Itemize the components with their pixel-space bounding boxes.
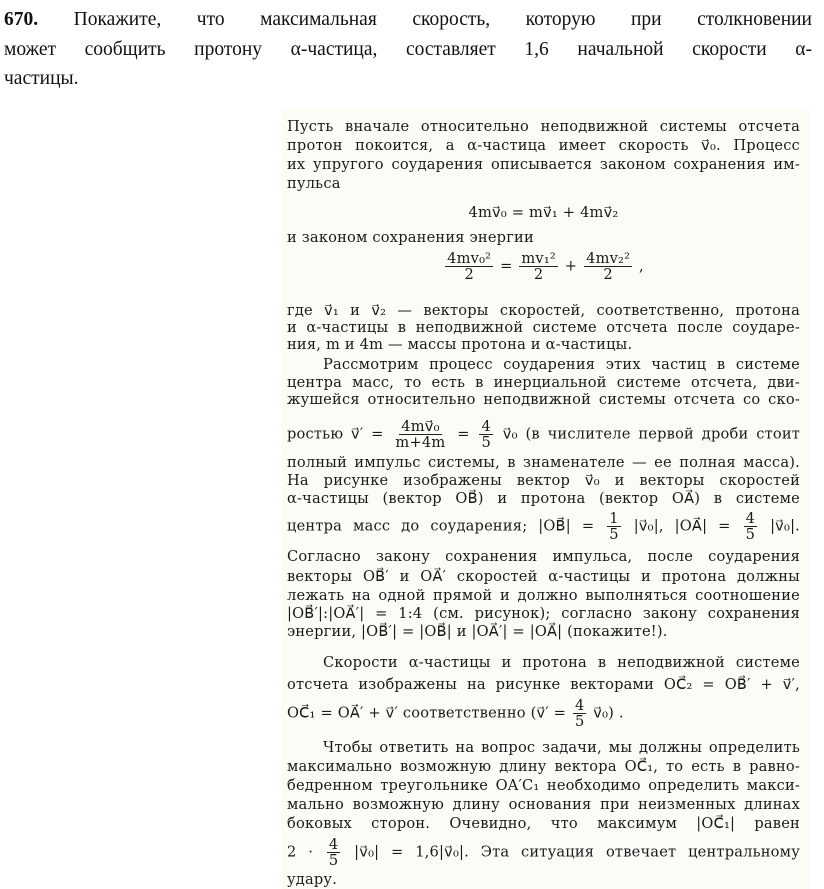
solution-line [287,251,800,282]
text-run: v⃗₀) . [593,704,624,721]
problem-line: может сообщить протону α-частица, составляет 1,6 начальной скорости α- [4,39,812,60]
solution-line [287,837,800,868]
solution-line [287,654,800,672]
fraction-denominator: 2 [603,265,613,283]
solution-line [287,391,800,409]
solution-line [287,796,800,814]
fraction-numerator: 4mv₂² [586,249,631,267]
fraction [393,419,447,450]
fraction-numerator: 1 [609,509,619,527]
fraction-numerator: 4 [481,417,491,435]
solution-line [287,490,800,508]
solution-line [287,175,800,193]
fraction [584,251,632,282]
solution-line [287,118,800,136]
text-run: и законом сохранения энергии [287,229,534,246]
fraction-denominator: 5 [609,525,619,543]
solution-line [287,374,800,392]
text-run: |OB⃗′|:|OA⃗′| = 1:4 (см. рисунок); согласно закону сохранения [287,605,800,622]
text-run: На рисунке изображены вектор v⃗₀ и векторы скоростей [287,472,800,489]
text-run: энергии, |OB⃗′| = |OB⃗| и |OA⃗′| = |OA⃗| (покажите!). [287,623,668,640]
fraction-numerator: 4 [745,509,756,527]
fraction-denominator: 2 [533,265,544,283]
solution-line [287,511,800,542]
text-run: отсчета изображены на рисунке векторами OC⃗₂ = OB⃗′ + v⃗′, [287,676,800,693]
problem-line [4,8,812,32]
solution-line [287,302,800,320]
fraction-denominator: m+4m [395,433,446,451]
text-run: Пусть вначале относительно неподвижной системы отсчета [287,118,800,135]
text-run: где v⃗₁ и v⃗₂ — векторы скоростей, соответственно, протона [287,302,800,319]
solution-line [287,137,800,155]
solution-line [287,356,800,374]
solution-line [287,204,800,222]
fraction-denominator: 5 [745,525,756,543]
solution-line [287,319,800,337]
text-run: лежать на одной прямой и должно выполняться соотношение [287,587,800,604]
fraction [744,511,758,542]
fraction-denominator: 5 [328,851,339,869]
text-run: Согласно закону сохранения импульса, после соударения [287,548,800,565]
text-run: жушейся относительно неподвижной системы отсчета со ско- [287,391,800,408]
text-run: векторы OB⃗′ и OA⃗′ скоростей α-частицы и протона должны [287,568,800,585]
solution-line [287,568,800,586]
solution-line [287,623,800,641]
solution-line [287,676,800,694]
text-run: ростью v⃗′ = [287,425,384,442]
fraction [607,511,621,542]
solution-line [287,698,800,729]
text-run: и α-частицы в неподвижной системе отсчета после соударе- [287,319,800,336]
text-run: α-частицы (вектор OB⃗) и протона (вектор OA⃗) в системе [287,490,800,507]
text-run: ния, m и 4m — массы протона и α-частицы. [287,336,633,353]
fraction-numerator: 4mv₀² [447,249,492,267]
solution-line [287,739,800,757]
text-run: максимально возможную длину вектора OC⃗₁, то есть в равно- [287,758,800,775]
problem-line: частицы. [4,68,79,89]
solution-line [287,777,800,795]
fraction [479,419,493,450]
solution-line [287,419,800,450]
solution-line [287,336,800,354]
text-run: центра масс, то есть в инерциальной системе отсчета, дви- [287,374,800,391]
fraction [519,251,558,282]
solution-line [287,156,800,174]
solution-line [287,454,800,472]
text-run: OC⃗₁ = OA⃗′ + v⃗′ соответственно (v⃗′ = [287,704,567,721]
text-run: |v⃗₀|. [770,517,801,534]
problem-number: 670. [4,9,39,30]
fraction-denominator: 5 [574,712,585,730]
solution-line [287,587,800,605]
fraction-numerator: 4 [574,696,585,714]
text-run: , [639,257,644,274]
fraction-denominator: 2 [464,265,474,283]
text-run: бедренном треугольнике OA′C₁ необходимо определить макси- [287,777,800,794]
fraction [327,837,341,868]
text-run: пульса [287,175,341,192]
text-run: 4mv⃗₀ = mv⃗₁ + 4mv⃗₂ [468,204,619,221]
text-run: мально возможную длину основания при неизменных длинах [287,796,800,813]
text-run: Рассмотрим процесс соударения этих частиц в системе [323,356,800,373]
fraction [573,698,587,729]
text-run: |v⃗₀|, |OA⃗| = [633,517,731,534]
solution-line [287,605,800,623]
solution-line [287,472,800,490]
solution-line [287,229,800,247]
fraction-denominator: 5 [481,433,491,451]
solution-line [287,871,800,889]
text-run: их упругого соударения описывается законом сохранения им- [287,156,800,173]
fraction-numerator: 4 [328,835,339,853]
text-run: Чтобы ответить на вопрос задачи, мы должны определить [323,739,800,756]
text-run: центра масс до соударения; |OB⃗| = [287,517,595,534]
fraction [445,251,493,282]
fraction-numerator: mv₁² [521,249,556,267]
text-run: полный импульс системы, в знаменателе — ее полная масса). [287,454,800,471]
text-run: боковых сторон. Очевидно, что максимум |OC⃗₁| равен [287,815,800,832]
text-run: v⃗₀ (в числителе первой дроби стоит [502,425,801,442]
text-run: + [564,257,578,274]
solution-line [287,548,800,566]
text-run: удару. [287,871,338,888]
fraction-numerator: 4mv⃗₀ [401,417,440,435]
problem-text: Покажите, что максимальная скорость, которую при столкновении [73,9,812,30]
text-run: = [457,425,470,442]
text-run: 2 · [287,843,314,860]
text-run: |v⃗₀| = 1,6|v⃗₀|. Эта ситуация отвечает центральному [354,843,801,860]
text-run: протон покоится, а α-частица имеет скорость v⃗₀. Процесс [287,137,800,154]
solution-line [287,758,800,776]
text-run: = [500,257,513,274]
solution-line [287,815,800,833]
text-run: Скорости α-частицы и протона в неподвижной системе [323,654,800,671]
